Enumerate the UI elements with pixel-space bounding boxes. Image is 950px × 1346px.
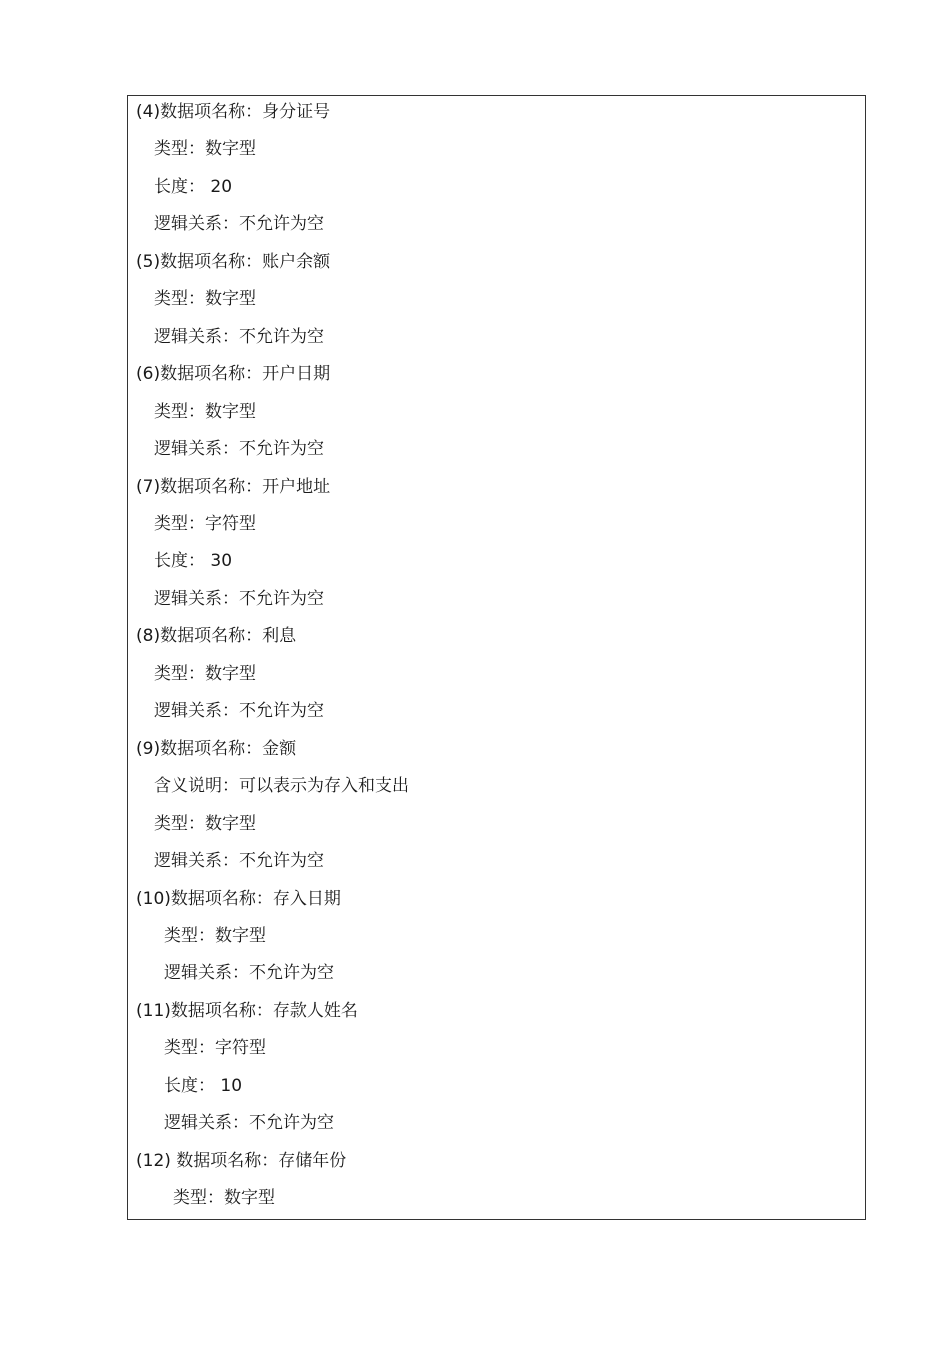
data-item-attribute: 含义说明：可以表示为存入和支出 [154,776,409,797]
data-item-attribute: 逻辑关系：不允许为空 [154,588,324,609]
data-item-attribute: 类型：字符型 [154,514,256,534]
data-item-attribute: 类型：数字型 [154,139,256,160]
data-item-attribute: 长度： 20 [154,176,233,197]
data-item-heading: (9)数据项名称：金额 [136,738,297,759]
data-item-attribute: 长度： 10 [164,1075,243,1096]
data-item-attribute: 逻辑关系：不允许为空 [164,1113,334,1134]
data-item-attribute: 逻辑关系：不允许为空 [154,326,324,347]
data-item-attribute: 类型：数字型 [154,813,256,834]
data-item-heading: (5)数据项名称：账户余额 [136,251,331,272]
data-item-attribute: 长度： 30 [154,551,233,572]
data-item-heading: (10)数据项名称：存入日期 [136,888,341,909]
data-item-attribute: 逻辑关系：不允许为空 [164,963,334,984]
data-item-attribute: 逻辑关系：不允许为空 [154,214,324,235]
data-item-attribute: 类型：数字型 [154,289,256,310]
data-item-heading: (11)数据项名称：存款人姓名 [136,1000,358,1021]
data-item-attribute: 类型：数字型 [154,663,256,684]
data-item-attribute: 类型：数字型 [173,1188,275,1209]
data-item-heading: (12) 数据项名称：存储年份 [136,1150,347,1171]
data-item-attribute: 类型：字符型 [164,1038,266,1059]
data-item-attribute: 类型：数字型 [154,401,256,422]
data-item-heading: (8)数据项名称：利息 [136,626,297,647]
data-item-heading: (4)数据项名称：身分证号 [136,102,331,122]
data-item-attribute: 逻辑关系：不允许为空 [154,439,324,460]
data-item-heading: (6)数据项名称：开户日期 [136,364,331,385]
data-item-attribute: 类型：数字型 [164,925,266,946]
data-item-attribute: 逻辑关系：不允许为空 [154,701,324,722]
data-item-attribute: 逻辑关系：不允许为空 [154,851,324,871]
data-item-heading: (7)数据项名称：开户地址 [136,476,331,497]
